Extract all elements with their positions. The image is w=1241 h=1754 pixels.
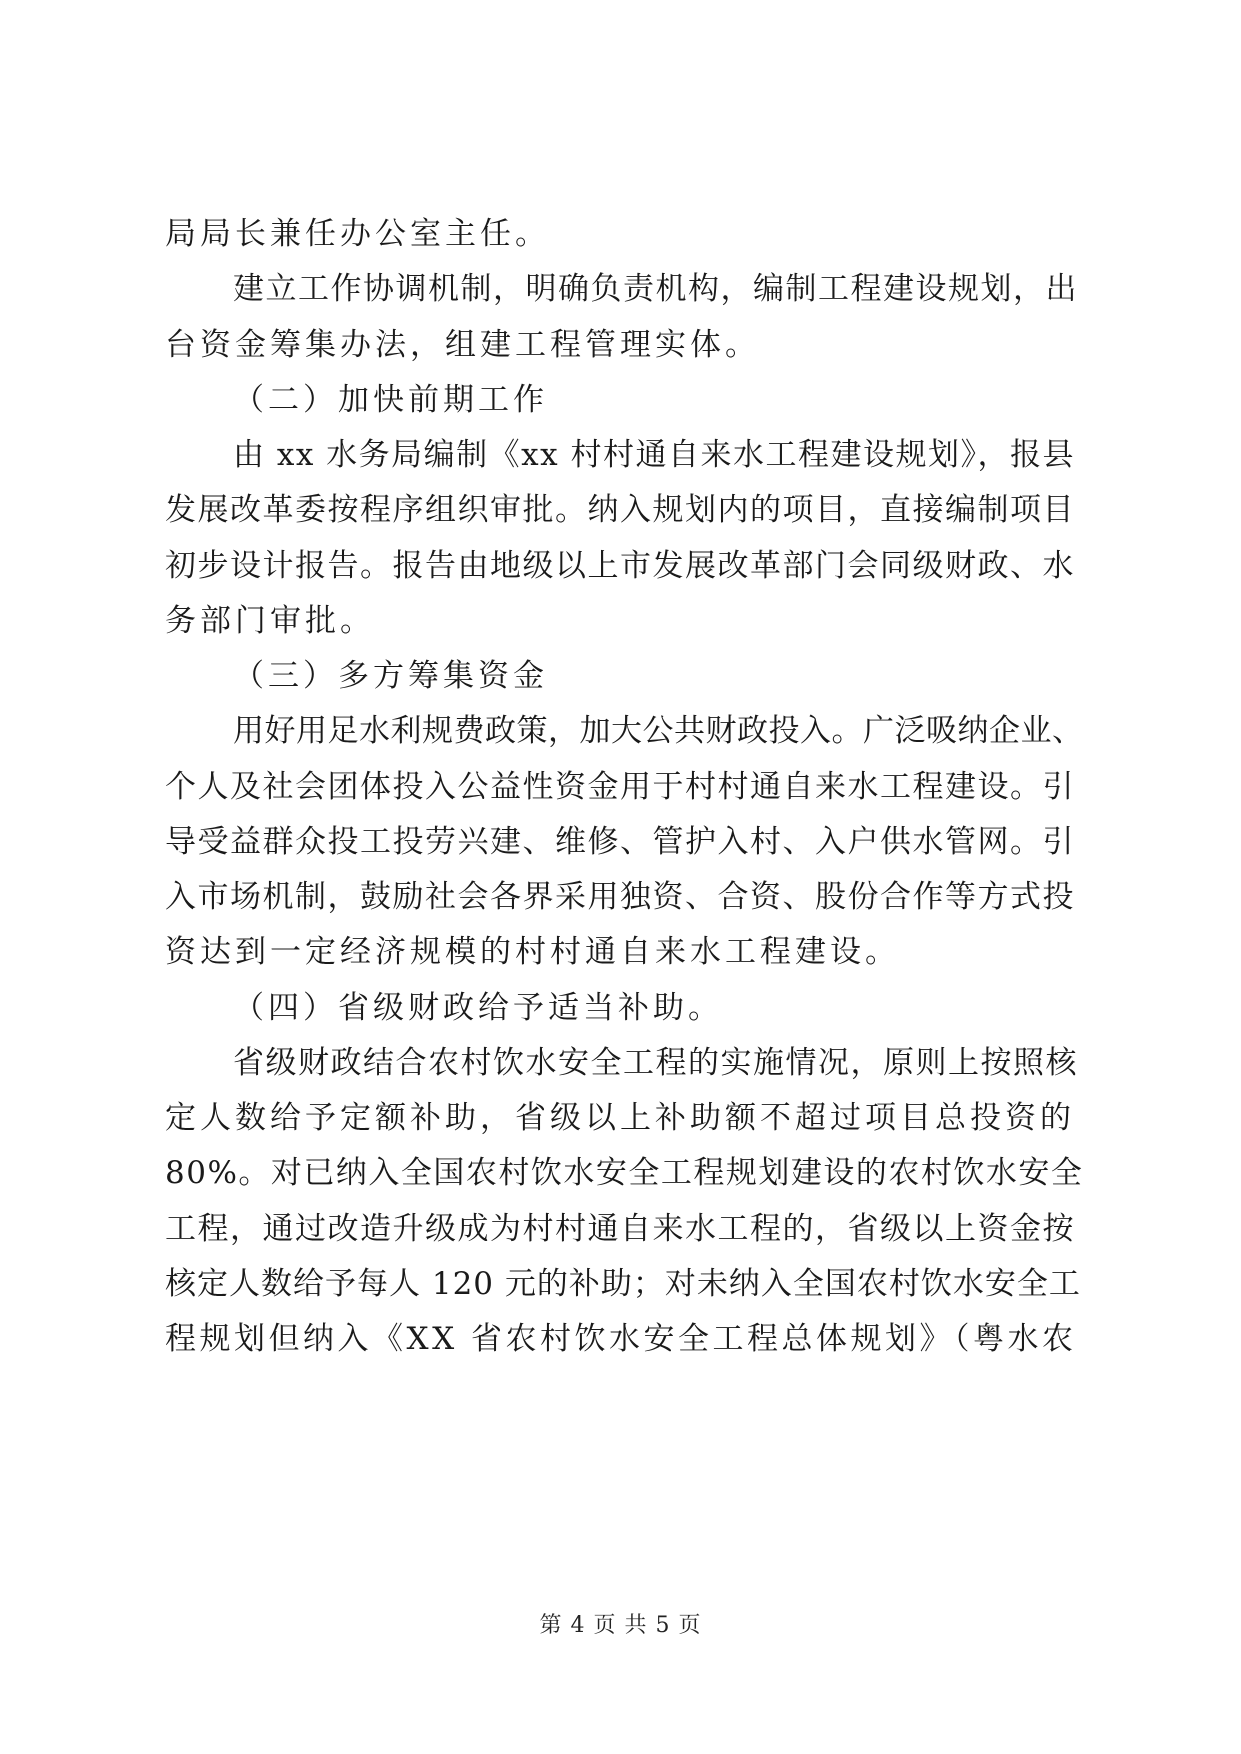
text-line-12: 导受益群众投工投劳兴建、维修、管护入村、入户供水管网。引: [165, 824, 1075, 860]
text-line-17: 定人数给予定额补助，省级以上补助额不超过项目总投资的: [165, 1100, 1075, 1136]
text-line-11: 个人及社会团体投入公益性资金用于村村通自来水工程建设。引: [165, 769, 1075, 805]
text-line-3: 台资金筹集办法，组建工程管理实体。: [165, 327, 760, 363]
text-line-20: 核定人数给予每人 120 元的补助；对未纳入全国农村饮水安全工: [165, 1266, 1081, 1302]
text-line-10: 用好用足水利规费政策，加大公共财政投入。广泛吸纳企业、: [233, 713, 1084, 749]
text-line-6: 发展改革委按程序组织审批。纳入规划内的项目，直接编制项目: [165, 492, 1075, 528]
text-line-2: 建立工作协调机制，明确负责机构，编制工程建设规划，出: [233, 271, 1078, 307]
text-line-21: 程规划但纳入《XX 省农村饮水安全工程总体规划》（粤水农: [165, 1321, 1077, 1357]
text-line-7: 初步设计报告。报告由地级以上市发展改革部门会同级财政、水: [165, 548, 1075, 584]
text-line-5: 由 xx 水务局编制《xx 村村通自来水工程建设规划》，报县: [233, 437, 1075, 473]
text-line-19: 工程，通过改造升级成为村村通自来水工程的，省级以上资金按: [165, 1211, 1075, 1247]
page-number-footer: 第 4 页 共 5 页: [539, 1613, 702, 1638]
text-line-18: 80%。对已纳入全国农村饮水安全工程规划建设的农村饮水安全: [165, 1155, 1084, 1191]
text-line-13: 入市场机制，鼓励社会各界采用独资、合资、股份合作等方式投: [165, 879, 1075, 915]
text-line-16: 省级财政结合农村饮水安全工程的实施情况，原则上按照核: [233, 1045, 1078, 1081]
text-line-8: 务部门审批。: [165, 603, 375, 639]
text-line-14: 资达到一定经济规模的村村通自来水工程建设。: [165, 934, 900, 970]
section-heading-2: （二）加快前期工作: [233, 382, 548, 418]
section-heading-3: （三）多方筹集资金: [233, 658, 548, 694]
section-heading-4: （四）省级财政给予适当补助。: [233, 990, 723, 1026]
text-line-1: 局局长兼任办公室主任。: [165, 216, 550, 252]
